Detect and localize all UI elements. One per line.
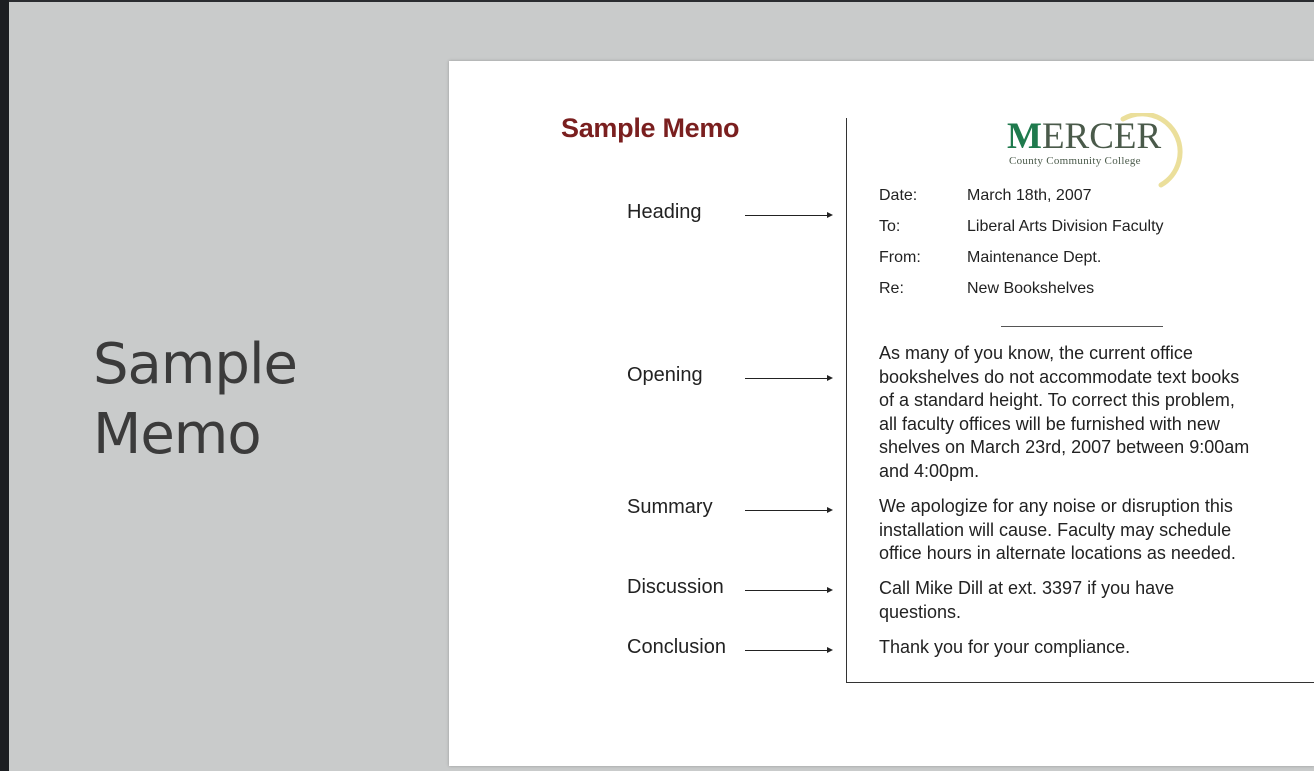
field-to-value: Liberal Arts Division Faculty [967,218,1164,235]
memo-conclusion-text: Thank you for your compliance. [879,637,1131,657]
memo-heading: Sample Memo [561,113,740,143]
logo-letter-m: M [1007,116,1042,157]
slide-title-line-2: Memo [93,402,261,467]
window-left-edge [0,0,9,771]
logo-subtitle: County Community College [1009,155,1141,167]
college-logo [1003,113,1193,195]
field-re-label: Re: [879,280,904,297]
arrow-right-icon [745,215,831,216]
memo-opening-text: As many of you know, the current office bookshelves do not accommodate text books of a standard height. To correct this problem, all faculty offices will be furnished with new shelves on March 23rd, 2007 between 9:00am and 4:00pm. [879,343,1250,481]
arrow-right-icon [745,378,831,379]
logo-wordmark [1007,115,1161,158]
field-from-label: From: [879,249,921,266]
label-summary: Summary [627,496,713,518]
field-from-value: Maintenance Dept. [967,249,1102,266]
label-opening: Opening [627,364,703,386]
arrow-right-icon [745,650,831,651]
slide-title-line-1: Sample [93,332,297,397]
label-conclusion: Conclusion [627,636,726,658]
memo-discussion-text: Call Mike Dill at ext. 3397 if you have questions. [879,578,1175,622]
slide-title [93,330,413,470]
heading-divider [1001,326,1163,327]
memo-summary-text: We apologize for any noise or disruption this installation will cause. Faculty may schedule office hours in alternate locations as needed. [879,496,1236,564]
logo-letters-rest: ERCER [1041,116,1162,157]
field-to-label: To: [879,218,901,235]
window-top-edge [0,0,1314,2]
arrow-right-icon [745,590,831,591]
arrow-right-icon [745,510,831,511]
label-heading: Heading [627,201,702,223]
field-re-value: New Bookshelves [967,280,1095,297]
field-date-value: March 18th, 2007 [967,187,1092,204]
label-discussion: Discussion [627,576,724,598]
field-date-label: Date: [879,187,918,204]
memo-page [449,61,1314,766]
